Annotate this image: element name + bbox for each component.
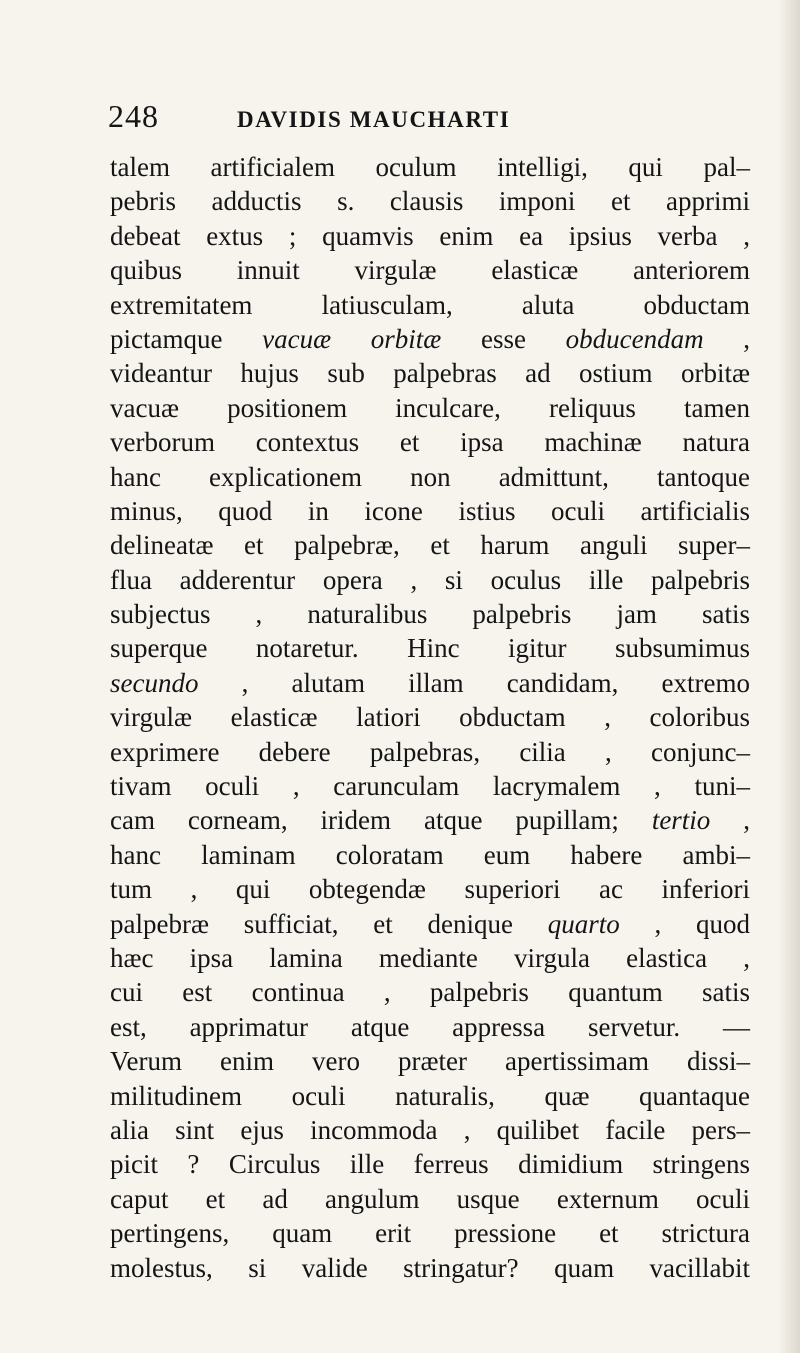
text-segment: subjectus , naturalibus palpebris jam satis xyxy=(110,599,750,630)
text-line xyxy=(110,253,750,287)
text-segment: , xyxy=(703,323,751,354)
text-segment: tum , qui obtegendæ superiori ac inferiori xyxy=(110,874,750,905)
text-segment: molestus, si valide stringatur? quam vacillabit xyxy=(110,1252,750,1283)
text-segment: esse xyxy=(441,323,566,354)
text-line xyxy=(110,666,750,700)
italic-text-segment: secundo xyxy=(110,667,199,698)
text-line xyxy=(110,563,750,597)
text-segment: hanc laminam coloratam eum habere ambi– xyxy=(110,839,750,870)
text-segment: est, apprimatur atque appressa servetur. — xyxy=(110,1011,750,1042)
text-segment: verborum contextus et ipsa machinæ natura xyxy=(110,427,750,458)
text-line xyxy=(110,631,750,665)
text-line xyxy=(110,597,750,631)
text-segment: debeat extus ; quamvis enim ea ipsius verba , xyxy=(110,220,750,251)
text-line xyxy=(110,872,750,906)
text-segment: pebris adductis s. clausis imponi et apprimi xyxy=(110,186,750,217)
text-segment: cam corneam, iridem atque pupillam; xyxy=(110,805,652,836)
text-segment: videantur hujus sub palpebras ad ostium orbitæ xyxy=(110,358,750,389)
text-segment: , xyxy=(710,805,751,836)
body-text xyxy=(110,150,750,1285)
text-segment: , alutam illam candidam, extremo xyxy=(198,667,750,698)
text-segment: talem artificialem oculum intelligi, qui pal– xyxy=(110,152,750,182)
text-line xyxy=(110,288,750,322)
text-segment: , quod xyxy=(619,908,750,939)
text-segment: cui est continua , palpebris quantum satis xyxy=(110,977,750,1008)
text-line xyxy=(110,1251,750,1285)
page-edge-shadow xyxy=(778,0,800,1353)
text-segment: pertingens, quam erit pressione et strictura xyxy=(110,1218,750,1249)
text-line xyxy=(110,322,750,356)
page-header xyxy=(108,98,708,138)
text-segment: delineatæ et palpebræ, et harum anguli super– xyxy=(110,530,750,561)
text-line xyxy=(110,941,750,975)
text-line xyxy=(110,219,750,253)
text-line xyxy=(110,1182,750,1216)
page-number: 248 xyxy=(108,98,159,134)
text-segment: quibus innuit virgulæ elasticæ anteriorem xyxy=(110,255,750,286)
text-segment: pictamque xyxy=(110,323,263,354)
text-line xyxy=(110,494,750,528)
text-line xyxy=(110,150,750,184)
text-line xyxy=(110,425,750,459)
text-line xyxy=(110,700,750,734)
text-line xyxy=(110,356,750,390)
italic-text-segment: quarto xyxy=(547,908,620,939)
text-line xyxy=(110,975,750,1009)
text-line xyxy=(110,1147,750,1181)
text-segment: palpebræ sufficiat, et denique xyxy=(110,908,548,939)
text-segment: superque notaretur. Hinc igitur subsumimus xyxy=(110,633,750,664)
text-line xyxy=(110,735,750,769)
text-line xyxy=(110,838,750,872)
text-line xyxy=(110,1079,750,1113)
italic-text-segment: tertio xyxy=(651,805,711,836)
text-line xyxy=(110,1113,750,1147)
italic-text-segment: obducendam xyxy=(565,323,704,354)
text-segment: minus, quod in icone istius oculi artificialis xyxy=(110,495,750,526)
text-segment: picit ? Circulus ille ferreus dimidium stringens xyxy=(110,1149,750,1180)
text-segment: caput et ad angulum usque externum oculi xyxy=(110,1183,750,1214)
text-segment: extremitatem latiusculam, aluta obductam xyxy=(110,289,750,320)
text-line xyxy=(110,460,750,494)
text-segment: flua adderentur opera , si oculus ille palpebris xyxy=(110,564,750,595)
text-segment: hæc ipsa lamina mediante virgula elastica , xyxy=(110,942,750,973)
text-segment: hanc explicationem non admittunt, tantoque xyxy=(110,461,750,492)
text-segment: virgulæ elasticæ latiori obductam , coloribus xyxy=(110,702,750,733)
text-line xyxy=(110,907,750,941)
text-line xyxy=(110,1216,750,1250)
text-line xyxy=(110,184,750,218)
text-segment: Verum enim vero præter apertissimam dissi– xyxy=(110,1046,750,1077)
text-segment: exprimere debere palpebras, cilia , conjunc– xyxy=(110,736,750,767)
text-segment: alia sint ejus incommoda , quilibet facile pers– xyxy=(110,1114,750,1145)
running-head: DAVIDIS MAUCHARTI xyxy=(237,107,511,132)
text-line xyxy=(110,803,750,837)
italic-text-segment: vacuæ orbitæ xyxy=(262,323,442,354)
text-line xyxy=(110,1010,750,1044)
text-segment: vacuæ positionem inculcare, reliquus tamen xyxy=(110,392,750,423)
text-line xyxy=(110,769,750,803)
text-line xyxy=(110,391,750,425)
text-segment: militudinem oculi naturalis, quæ quantaque xyxy=(110,1080,750,1111)
text-segment: tivam oculi , carunculam lacrymalem , tuni– xyxy=(110,771,750,802)
text-line xyxy=(110,1044,750,1078)
text-line xyxy=(110,528,750,562)
